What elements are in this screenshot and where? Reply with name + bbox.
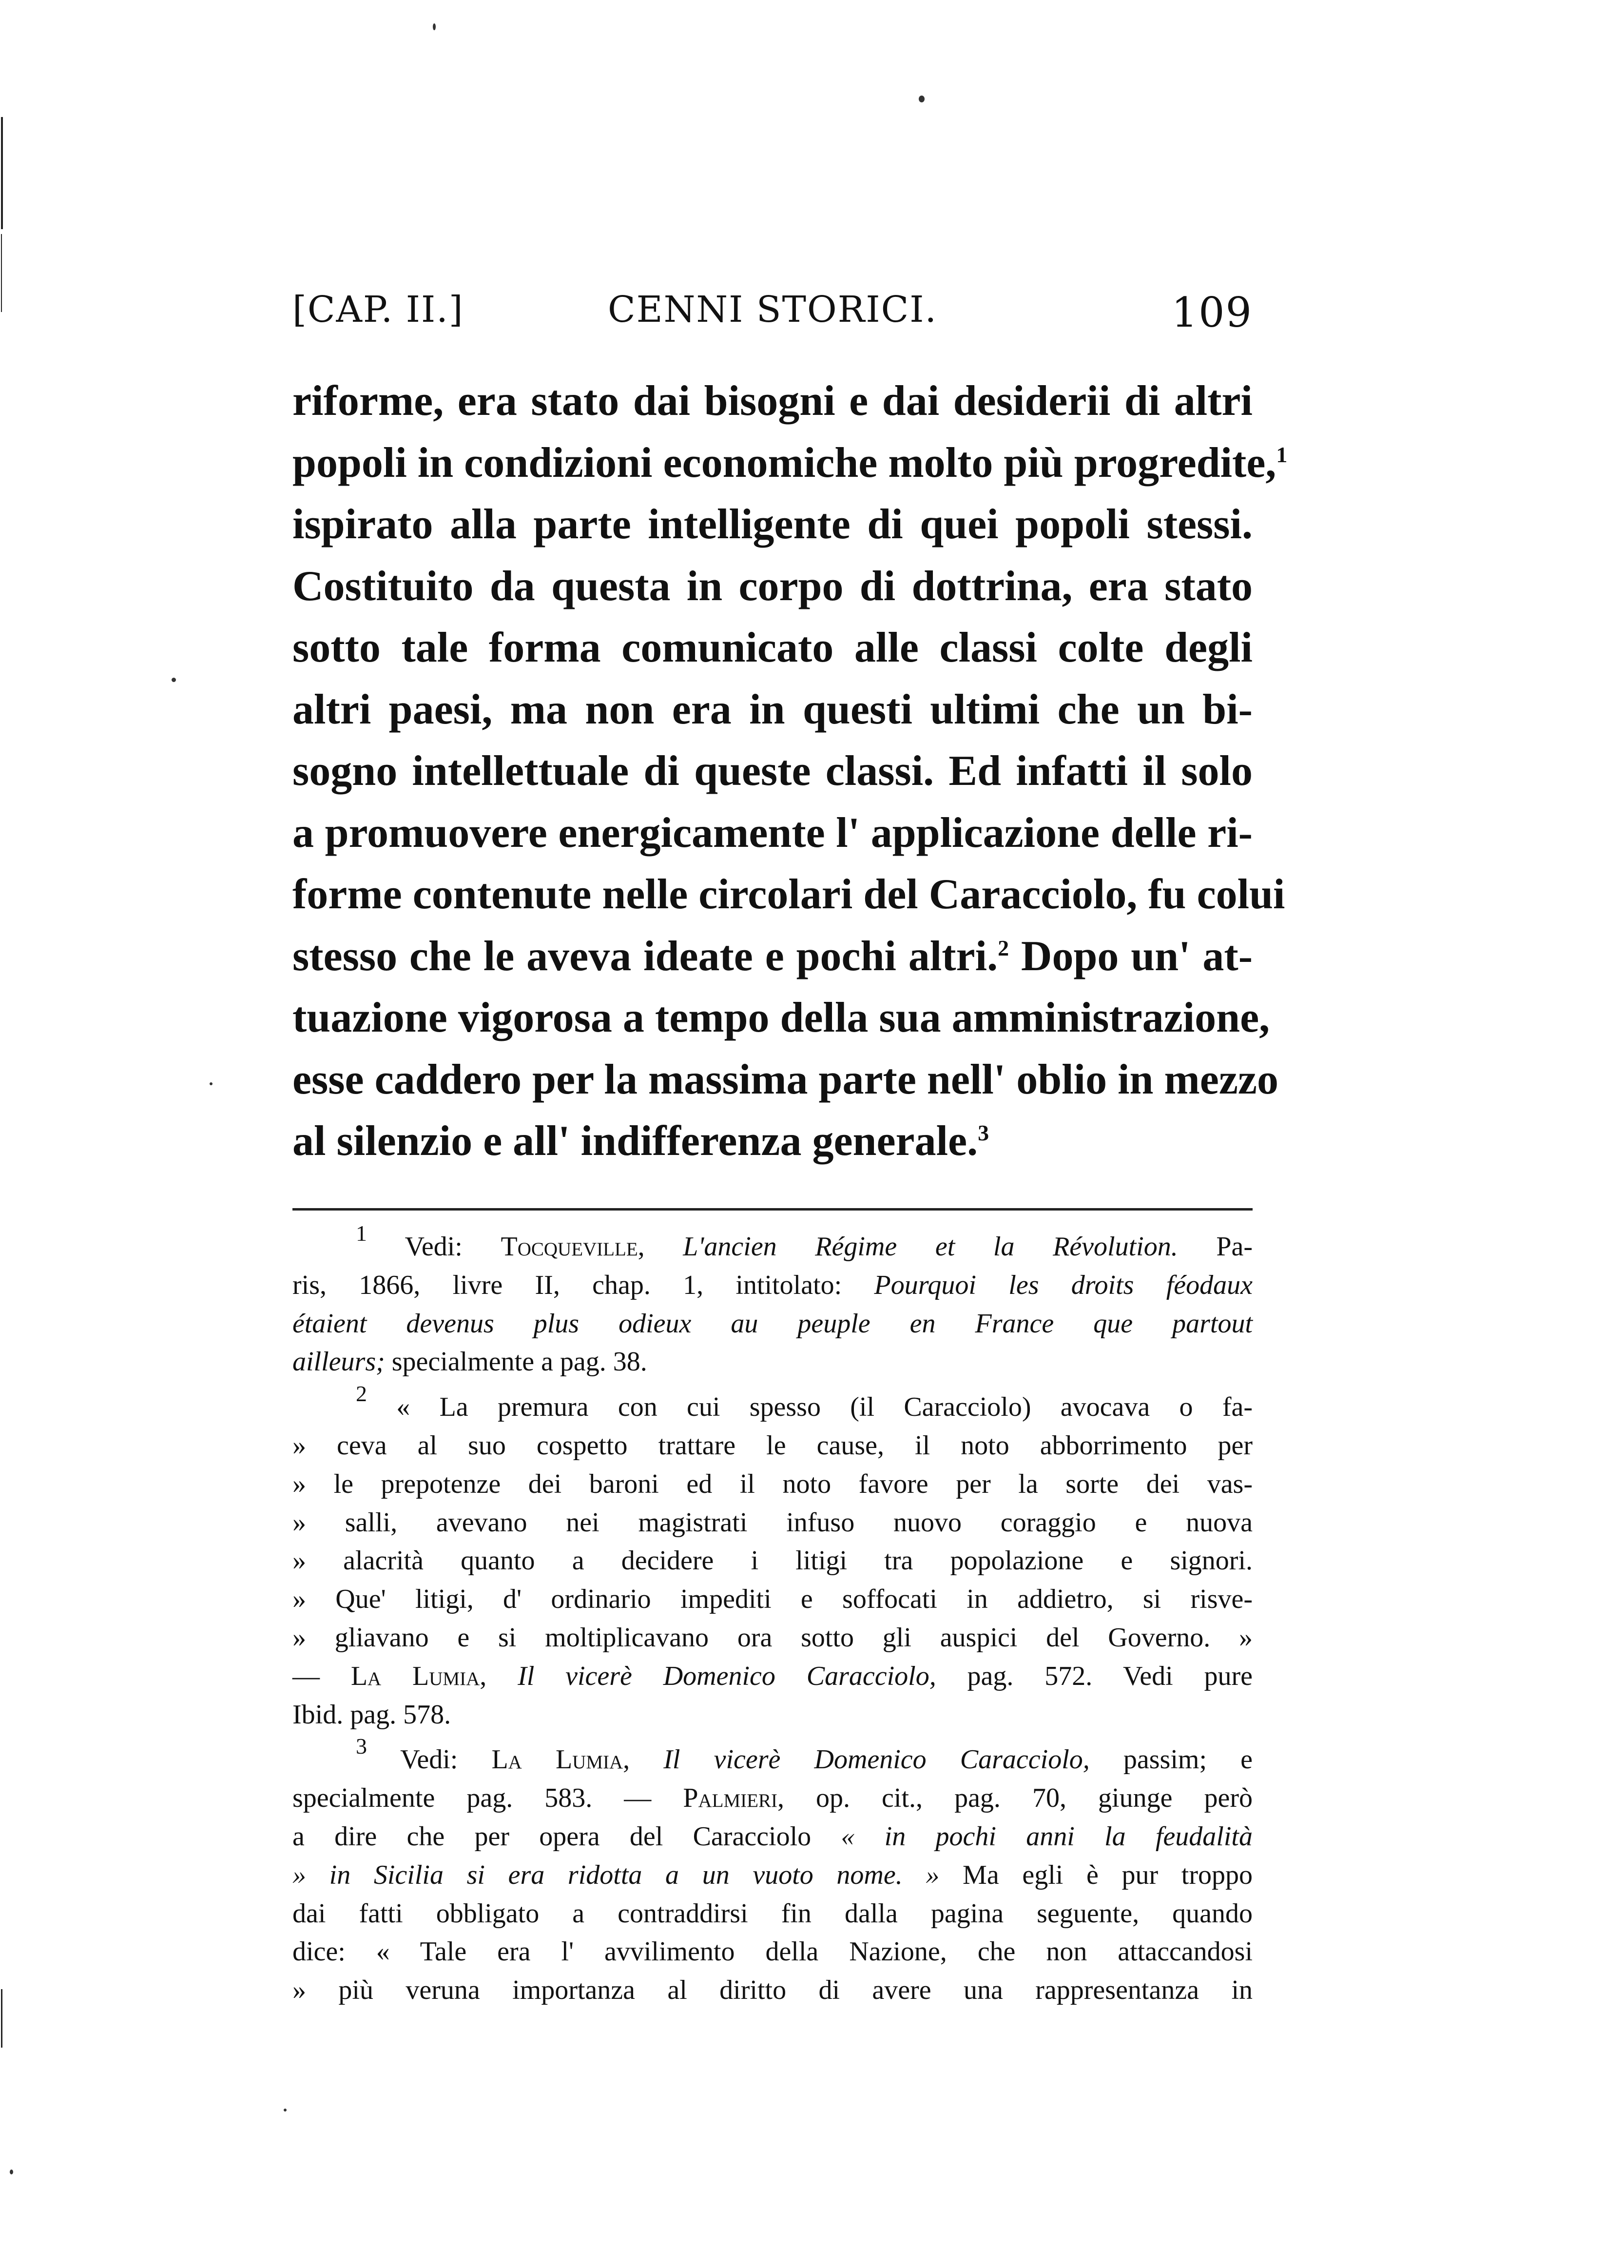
running-header [292,289,1253,342]
footnote-3-line: dice: « Tale era l' avvilimento della Nazione, che non attaccandosi [292,1936,1253,1967]
body-text [292,371,1288,1173]
page-number: 109 [1171,289,1253,336]
footnote-1-line: $^1$ Vedi: Tocqueville, L'ancien Régime et la Révolution. Pa- [356,1221,1253,1262]
body-line: tuazione vigorosa a tempo della sua amministrazione, [292,994,1270,1041]
footnote-3-line: specialmente pag. 583. — Palmieri, op. cit., pag. 70, giunge però [292,1783,1253,1814]
body-line: Costituito da questa in corpo di dottrina, era stato [292,562,1253,610]
footnote-2-line: Ibid. pag. 578. [292,1699,451,1730]
footnote-2-line: » ceva al suo cospetto trattare le cause, il noto abborrimento per [292,1430,1253,1461]
footnote-2-line: » le prepotenze dei baroni ed il noto favore per la sorte dei vas- [292,1468,1253,1499]
scan-speck [919,96,925,102]
footnote-2-line: » gliavano e si moltiplicavano ora sotto gli auspici del Governo. » [292,1622,1253,1653]
footnote-3-line: » più veruna importanza al diritto di avere una rappresentanza in [292,1975,1253,2006]
footnotes [292,1221,1253,2010]
footnote-3-line: $^3$ Vedi: La Lumia, Il vicerè Domenico Caracciolo, passim; e [356,1734,1253,1775]
body-line: stesso che le aveva ideate e pochi altri.$^2$ Dopo un' at- [292,932,1253,980]
scan-speck [210,1082,213,1085]
footnote-3-line: a dire che per opera del Caracciolo « in pochi anni la feudalità [292,1821,1253,1852]
body-line: sogno intellettuale di queste classi. Ed infatti il solo [292,747,1253,795]
footnote-2-line: » alacrità quanto a decidere i litigi tra popolazione e signori. [292,1545,1253,1576]
body-line: popoli in condizioni economiche molto più progredite,$^1$ [292,439,1288,487]
footnote-ref: 1 [1276,442,1288,467]
chapter-label: [CAP. II.] [292,289,464,331]
scan-edge-mark [1,234,2,312]
footnote-2-line: $^2$ « La premura con cui spesso (il Caracciolo) avocava o fa- [356,1381,1253,1423]
body-line: al silenzio e all' indifferenza generale.$^3$ [292,1117,989,1165]
scan-speck [433,23,436,30]
body-line: forme contenute nelle circolari del Caracciolo, fu colui [292,871,1285,918]
body-line: altri paesi, ma non era in questi ultimi che un bi- [292,685,1253,733]
footnote-3-line: » in Sicilia si era ridotta a un vuoto nome. » Ma egli è pur troppo [292,1859,1253,1890]
footnote-1-line: étaient devenus plus odieux au peuple en France que partout [292,1308,1253,1339]
footnote-2-line: — La Lumia, Il vicerè Domenico Caracciolo, pag. 572. Vedi pure [292,1661,1253,1691]
footnote-2-line: » Que' litigi, d' ordinario impediti e soffocati in addietro, si risve- [292,1584,1253,1615]
footnote-1-line: ailleurs; specialmente a pag. 38. [292,1347,647,1377]
body-line: ispirato alla parte intelligente di quei popoli stessi. [292,501,1253,548]
scan-speck [10,2170,13,2174]
footnote-1-line: ris, 1866, livre II, chap. 1, intitolato: Pourquoi les droits féodaux [292,1270,1253,1300]
footnote-3-line: dai fatti obbligato a contraddirsi fin dalla pagina seguente, quando [292,1898,1253,1929]
footnote-ref: 2 [998,935,1009,960]
scan-edge-mark [1,1989,2,2048]
footnote-ref: 3 [978,1120,989,1145]
footnote-divider [292,1208,1253,1211]
body-line: riforme, era stato dai bisogni e dai desiderii di altri [292,377,1253,425]
scan-speck [172,678,176,682]
footnote-2-line: » salli, avevano nei magistrati infuso nuovo coraggio e nuova [292,1507,1253,1538]
scan-speck [284,2109,287,2112]
body-line: esse caddero per la massima parte nell' oblio in mezzo [292,1056,1278,1103]
body-line: a promuovere energicamente l' applicazione delle ri- [292,809,1253,857]
running-title: CENNI STORICI. [608,289,937,331]
scan-edge-mark [1,117,3,229]
body-line: sotto tale forma comunicato alle classi colte degli [292,624,1253,671]
